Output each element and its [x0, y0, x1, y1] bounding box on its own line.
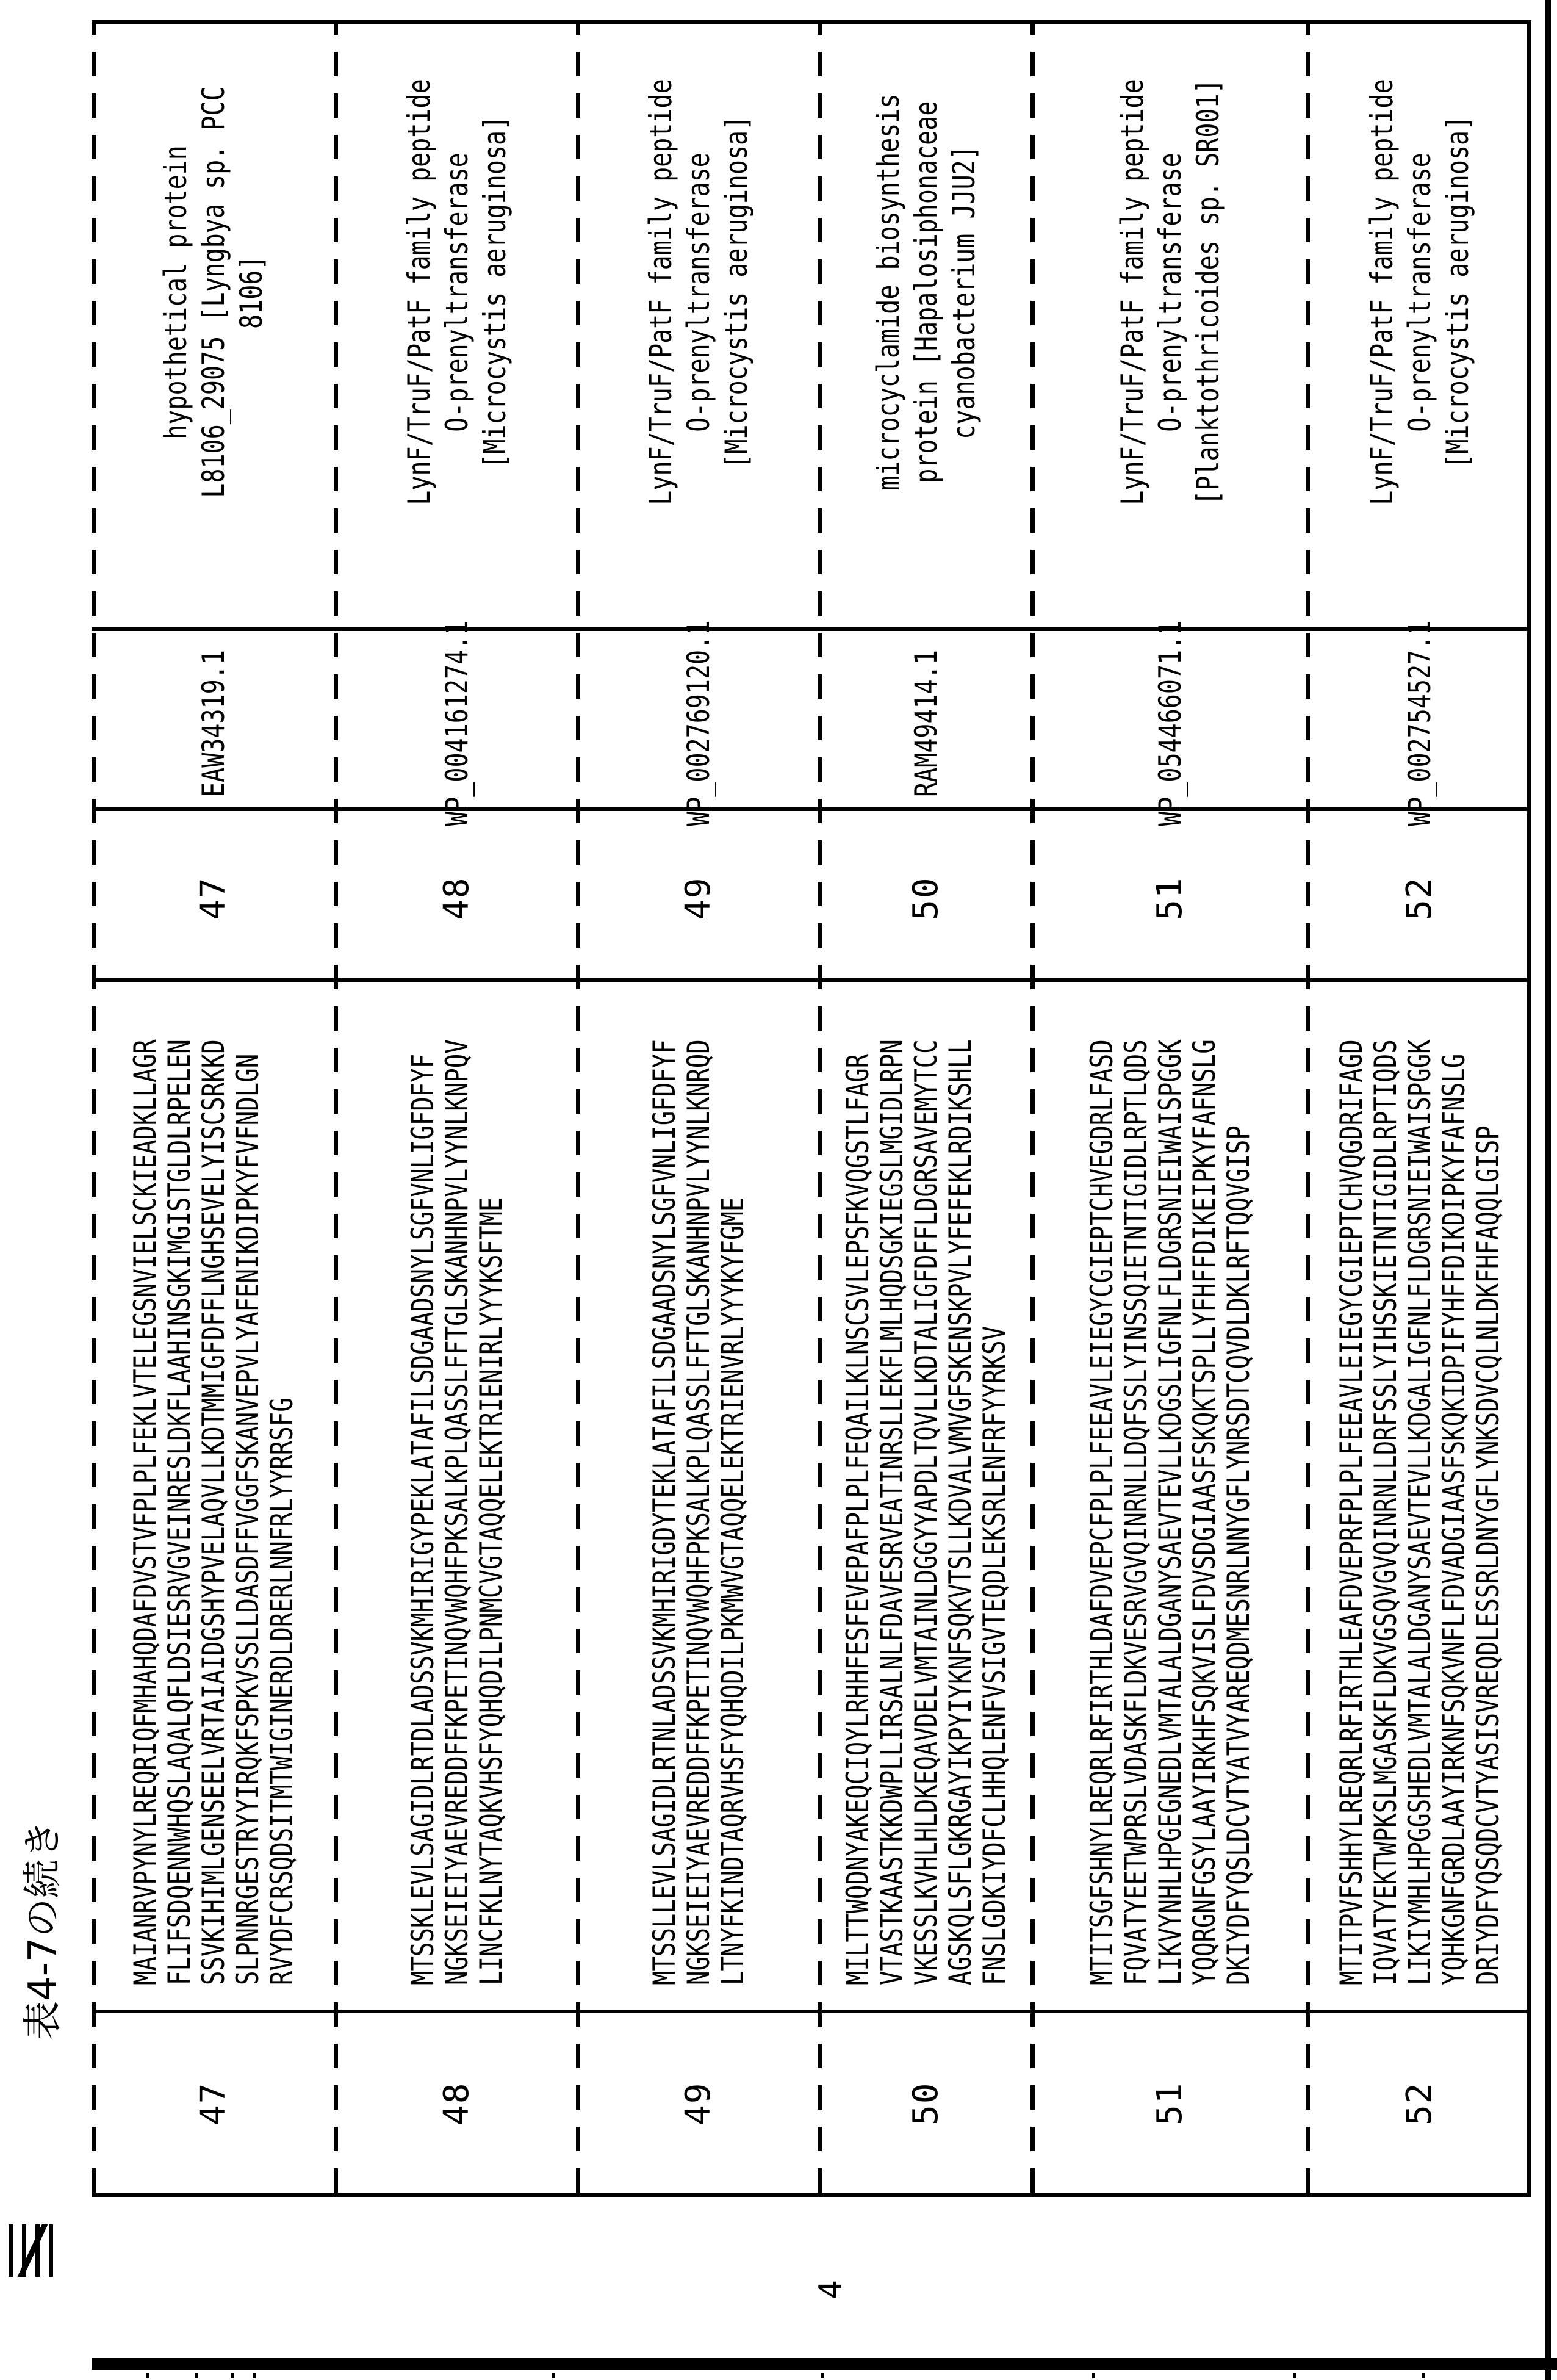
accession-cell — [578, 620, 819, 826]
description-line: LynF/TruF/PatF family peptide — [1114, 79, 1150, 506]
description-line: O-prenyltransferase — [1152, 153, 1188, 432]
seq-id: 48 — [436, 2082, 476, 2126]
description-cell — [92, 24, 336, 633]
seq-id: 49 — [678, 876, 718, 920]
sequence-cell — [336, 983, 578, 2014]
table-row — [1307, 24, 1531, 2193]
seq-id-cell — [92, 813, 336, 984]
sequence-cell — [1307, 983, 1531, 2014]
sequence-line: SSVKIHIMLGENSEELVRTAIAIDGSHYPVELAQVLLKDTMMIGFDFFLNGHSEVELYISCSRKKD — [196, 1039, 231, 1986]
sequence-line: MILTTWQDNYAKEQCIQYLRHHFESFEVEPAFPLPLFEQAILKLNSCSVLEPSFKVQGSTLFAGR — [840, 1054, 876, 1986]
accession: WP_004161274.1 — [439, 620, 475, 826]
description-line: protein [Hapalosiphonaceae — [908, 101, 944, 483]
description-line: O-prenyltransferase — [439, 153, 475, 432]
seq-id: 52 — [1399, 2082, 1439, 2126]
sequence-line: MTITPVFSHHYLREQRLRFIRTHLEAFDVEPRFPLPLFEEAVLEIEGYCGIEPTCHVQGDRIFAGD — [1333, 1039, 1369, 1986]
seq-id-cell — [1032, 813, 1307, 984]
seq-id: 47 — [193, 2082, 233, 2126]
description-line: O-prenyltransferase — [1401, 153, 1437, 432]
protein-sequence-table — [92, 20, 1531, 2197]
seq-id: 47 — [193, 876, 233, 920]
sequence-line: IQVATYEKTWPKSLMGASKFLDKVGSQVGVQINRNLLDRFSSLYIHSSKIETNTIGIDLRPTIQDS — [1367, 1039, 1403, 1986]
accession: EAW34319.1 — [196, 649, 231, 797]
description-line: [Microcystis aeruginosa] — [476, 115, 512, 469]
table-row — [92, 24, 336, 2193]
seq-id: 51 — [1149, 2082, 1190, 2126]
sequence-cell — [819, 983, 1032, 2014]
page-bottom-bar — [92, 2358, 1557, 2370]
sequence-cell — [92, 983, 336, 2014]
accession-cell — [819, 633, 1032, 813]
sequence-line: YQHKGNFGRDLAAYIRKNFSQKVNFLFDVADGIAASFSKQKIDPIFYHFFDIKDIPKYFAFNSLG — [1436, 1054, 1472, 1986]
description-line: LynF/TruF/PatF family peptide — [643, 79, 678, 506]
accession: RAM49414.1 — [908, 649, 944, 797]
sequence-line: MTSSKLEVLSAGIDLRTDLADSSVKMHIRIGYPEKLATAFILSDGAADSNYLSGFVNLIGFDFYF — [405, 1054, 440, 1986]
page-edge-line — [1545, 0, 1551, 2380]
sequence-line: FQVATYEETWPRSLVDASKFLDKVESRVGVQINRNLLDQFSSLYINSSQIETNTIGIDLRPTLQDS — [1118, 1039, 1154, 1986]
sequence-line: YQQRGNFGSYLAAYIRKHFSQKVISLFDVSDGIAASFSKQKTSPLLYFHFFDIKEIPKYFAFNSLG — [1186, 1039, 1222, 1986]
description-line: [Microcystis aeruginosa] — [1439, 115, 1475, 469]
tick-mark — [1293, 2373, 1296, 2378]
description-cell — [1307, 24, 1531, 633]
seq-id-cell — [1307, 813, 1531, 984]
accession: WP_054466071.1 — [1152, 620, 1188, 826]
description-line: O-prenyltransferase — [681, 153, 716, 432]
sequence-line: NGKSEIEIYAEVREDDFFKPETINQVWQHFPKSALKPLQASSLFFTGLSKANHNPVLYYNLKNRQD — [681, 1039, 716, 1986]
description-line: 8106] — [234, 255, 269, 330]
seq-id: 48 — [436, 876, 476, 920]
seq-id-cell — [1032, 2014, 1307, 2193]
seq-id: 50 — [905, 876, 946, 920]
seq-id-cell — [578, 813, 819, 984]
sequence-line: LIKVYNHLHPGEGNEDLVMTALALDGANYSAEVTEVLLKDGSLIGFNLFLDGRSNIEIWAISPGGK — [1152, 1039, 1188, 1986]
sequence-line: DRIYDFYQSQDCVTYASISVREQDLESSRLDNYGFLYNKSDVCQLNLDKFHFAQQLGISP — [1470, 1125, 1506, 1986]
description-line: L8106_29075 [Lyngbya sp. PCC — [196, 86, 231, 499]
sequence-line: SLPNNRGESTRYYIRQKFSPKVSSLLDASDFFVGGFSKANVEPVLYAFENIKDIPKYFVFNDLGN — [230, 1054, 265, 1986]
tick-mark — [1092, 2373, 1095, 2378]
tick-mark — [1422, 2373, 1425, 2378]
description-line: [Planktothricoides sp. SR001] — [1190, 79, 1226, 506]
seq-id-cell — [819, 2014, 1032, 2193]
description-line: [Microcystis aeruginosa] — [719, 115, 754, 469]
tick-mark — [231, 2373, 234, 2378]
seq-id-cell — [336, 813, 578, 984]
sequence-line: LIKIYMHLHPGGSHEDLVMTALALDGANYSAEVTEVLLKDGALIGFNLFLDGRSNIEIWAISPGGK — [1401, 1039, 1437, 1986]
sequence-line: LTNYFKINDTAQRVHSFYQHQDILPKMWVGTAQQELEKTRIENVRLYYYKYFGME — [715, 1197, 750, 1986]
seq-id: 50 — [905, 2082, 946, 2126]
description-line: hypothetical protein — [158, 145, 193, 439]
tick-mark — [552, 2373, 555, 2378]
sequence-line: VTASTKAASTKKDWPLLIRSALNLFDAVESRVEATINRSLLEKFLMLHQDSGKIEGSLMGIDLRPN — [874, 1039, 910, 1986]
table-row — [336, 24, 578, 2193]
sequence-line: MTITSGFSHNYLREQRLRFIRTHLDAFDVEPCFPLPLFEEAVLEIEGYCGIEPTCHVEGDRLFASD — [1084, 1039, 1120, 1986]
sequence-line: MTSSLLEVLSAGIDLRTNLADSSVKMHIRIGDYTEKLATAFILSDGAADSNYLSGFVNLIGFDFYF — [647, 1039, 682, 1986]
description-line: LynF/TruF/PatF family peptide — [401, 79, 437, 506]
tick-mark — [195, 2373, 198, 2378]
sequence-cell — [1032, 983, 1307, 2014]
tick-mark — [253, 2373, 256, 2378]
seq-id: 51 — [1149, 876, 1190, 920]
table-row — [578, 24, 819, 2193]
description-cell — [1032, 24, 1307, 633]
table-row — [819, 24, 1032, 2193]
accession: WP_002769120.1 — [681, 620, 716, 826]
sequence-line: MAIANRVPYNYLREQRIQFMHAHQDAFDVSTVFPLPLFEKLVTELEGSNVIELSCKIEADKLLAGR — [128, 1039, 163, 1986]
sequence-line: FLIFSDQENNWHQSLAQALQFLDSIESRVGVEINRESLDKFLAAHINSGKIMGISTGLDLRPELEN — [162, 1039, 197, 1986]
sequence-line: FNSLGDKIYDFCLHHQLENFVSIGVTEQDLEKSRLENFRFYYRKSV — [976, 1326, 1012, 1986]
sequence-line: AGSKQLSFLGKRGAYIKPYIYKNFSQKVTSLLKDVALVMVGFSKENSKPVLYFEFEKLRDIKSHLL — [942, 1039, 978, 1986]
seq-id: 49 — [678, 2082, 718, 2126]
accession: WP_002754527.1 — [1401, 620, 1437, 826]
accession-cell — [336, 620, 578, 826]
accession-cell — [92, 633, 336, 813]
accession-cell — [1032, 620, 1307, 826]
sequence-line: VKESSLKVHLHLDKEQAVDELVMTAINLDGGYYAPDLTQVLLKDTALIGFDFFLDGRSAVEMYTCC — [908, 1039, 944, 1986]
tick-mark — [146, 2373, 149, 2378]
tick-mark — [821, 2373, 824, 2378]
table-caption: 表4-7の続き — [21, 1820, 66, 2040]
description-cell — [336, 24, 578, 633]
description-line: microcyclamide biosynthesis — [870, 93, 906, 491]
sequence-cell — [578, 983, 819, 2014]
description-cell — [819, 24, 1032, 633]
sequence-line: LINCFKLNYTAQKVHSFYQHQDILPNMCVGTAQQELEKTRIENIRLYYYKSFTME — [473, 1197, 509, 1986]
sequence-line: RVYDFCRSQDSITMTWIGINERDLDRERLNNFRLYYRRSFG — [264, 1397, 300, 1986]
seq-id-cell — [92, 2014, 336, 2193]
seq-id-cell — [1307, 2014, 1531, 2193]
sequence-line: NGKSEIEIYAEVREDDFFKPETINQVWQHFPKSALKPLQASSLFFTGLSKANHNPVLYYNLKNPQV — [439, 1039, 475, 1986]
table-row — [1032, 24, 1307, 2193]
seq-id: 52 — [1399, 876, 1439, 920]
seq-id-cell — [578, 2014, 819, 2193]
seq-id-cell — [819, 813, 1032, 984]
page-number: 4 — [813, 2280, 849, 2299]
accession-cell — [1307, 620, 1531, 826]
description-cell — [578, 24, 819, 633]
sequence-line: DKIYDFYQSLDCVTYATVYAREQDMESNRLNNYGFLYNRSDTCQVDLDKLRFTQQVGISP — [1220, 1125, 1256, 1986]
description-line: cyanobacterium JJU2] — [946, 145, 982, 439]
description-line: LynF/TruF/PatF family peptide — [1364, 79, 1400, 506]
scan-artifact — [9, 2224, 60, 2277]
seq-id-cell — [336, 2014, 578, 2193]
